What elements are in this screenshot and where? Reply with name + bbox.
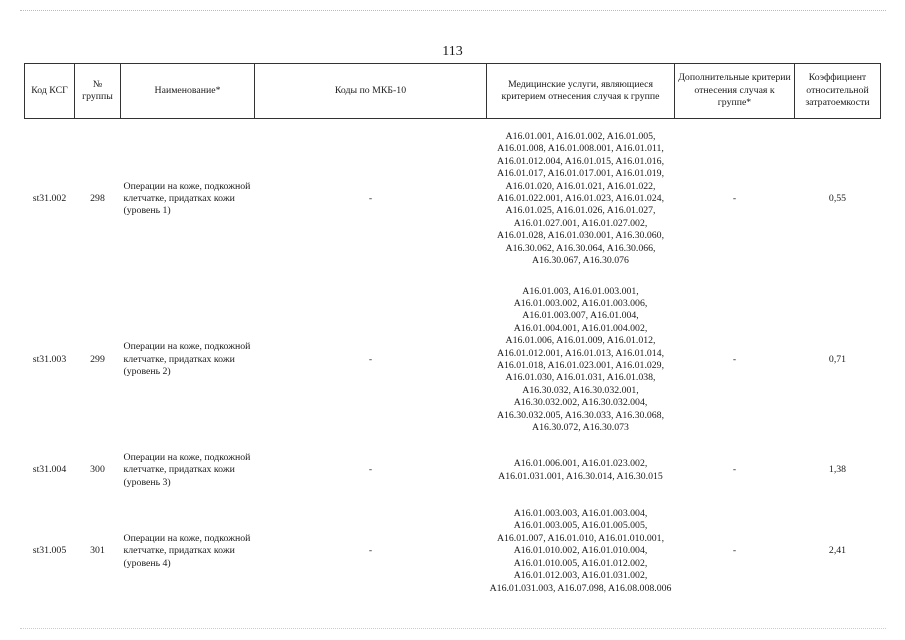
cell-code: st31.002 xyxy=(32,193,67,205)
cell-group: 298 xyxy=(90,193,105,205)
cell-name: Операции на коже, подкожной клетчатке, придатках кожи (уровень 2) xyxy=(123,341,251,378)
table-row xyxy=(25,119,881,280)
cell-services: A16.01.006.001, A16.01.023.002, A16.01.031.001, A16.30.014, A16.30.015 xyxy=(498,458,663,482)
cell-extra: - xyxy=(732,353,737,365)
cell-mkb: - xyxy=(368,545,373,557)
scan-top-edge xyxy=(20,10,886,11)
cell-name: Операции на коже, подкожной клетчатке, придатках кожи (уровень 1) xyxy=(123,180,251,217)
cell-mkb: - xyxy=(368,193,373,205)
cell-coef: 0,55 xyxy=(828,193,847,205)
page-number: 113 xyxy=(442,44,463,59)
cell-services: A16.01.001, A16.01.002, A16.01.005, A16.01.008, A16.01.008.001, A16.01.011, A16.01.012.004, A16.01.015, A16.01.016, A16.01.017, A16.01.017.001, A16.01.019, A16.01.020, A16.01.021, A16.01.022, A16.01.022.001, A16.01.023, A16.01.024, A16.01.025, A16.01.026, A16.01.027, A16.01.027.001, A16.01.027.002, A16.01.028, A16.01.030.001, A16.30.060, A16.30.062, A16.30.064, A16.30.066, A16.30.067, A16.30.076 xyxy=(496,131,665,267)
cell-services: A16.01.003, A16.01.003.001, A16.01.003.002, A16.01.003.006, A16.01.003.007, A16.01.004, A16.01.004.001, A16.01.004.002, A16.01.006, A16.01.009, A16.01.012, A16.01.012.001, A16.01.013, A16.01.014, A16.01.018, A16.01.023.001, A16.01.029, A16.01.030, A16.01.031, A16.01.038, A16.30.032, A16.30.032.001, A16.30.032.002, A16.30.032.004, A16.30.032.005, A16.30.033, A16.30.068, A16.30.072, A16.30.073 xyxy=(496,285,665,434)
cell-group: 301 xyxy=(90,545,105,557)
header-code: Код КСГ xyxy=(25,64,75,119)
header-extra: Дополнительные критерии отнесения случая к группе* xyxy=(675,64,795,119)
cell-services: A16.01.003.003, A16.01.003.004, A16.01.003.005, A16.01.005.005, A16.01.007, A16.01.010, A16.01.010.001, A16.01.010.002, A16.01.010.004, A16.01.010.005, A16.01.012.002, A16.01.012.003, A16.01.031.002, A16.01.031.003, A16.07.098, A16.08.008.006 xyxy=(489,508,672,594)
table-header-row xyxy=(25,64,881,119)
cell-code: st31.005 xyxy=(32,545,67,557)
header-services: Медицинские услуги, являющиеся критерием отнесения случая к группе xyxy=(487,64,675,119)
cell-group: 300 xyxy=(90,464,105,476)
cell-coef: 2,41 xyxy=(828,545,847,557)
cell-group: 299 xyxy=(90,353,105,365)
cell-extra: - xyxy=(732,193,737,205)
cell-mkb: - xyxy=(368,464,373,476)
cell-code: st31.004 xyxy=(32,464,67,476)
cell-coef: 1,38 xyxy=(828,464,847,476)
header-mkb: Коды по МКБ-10 xyxy=(255,64,487,119)
header-group: № группы xyxy=(75,64,121,119)
cell-coef: 0,71 xyxy=(828,353,847,365)
header-coef: Коэффициент относительной затратоемкости xyxy=(795,64,881,119)
cell-extra: - xyxy=(732,545,737,557)
table-row xyxy=(25,280,881,441)
table-row xyxy=(25,501,881,603)
scan-bottom-edge xyxy=(20,628,886,629)
ksg-table xyxy=(24,63,881,603)
cell-name: Операции на коже, подкожной клетчатке, придатках кожи (уровень 3) xyxy=(123,451,251,488)
header-name: Наименование* xyxy=(121,64,255,119)
cell-mkb: - xyxy=(368,353,373,365)
cell-extra: - xyxy=(732,464,737,476)
cell-name: Операции на коже, подкожной клетчатке, придатках кожи (уровень 4) xyxy=(123,532,251,569)
cell-code: st31.003 xyxy=(32,353,67,365)
table-row xyxy=(25,441,881,501)
